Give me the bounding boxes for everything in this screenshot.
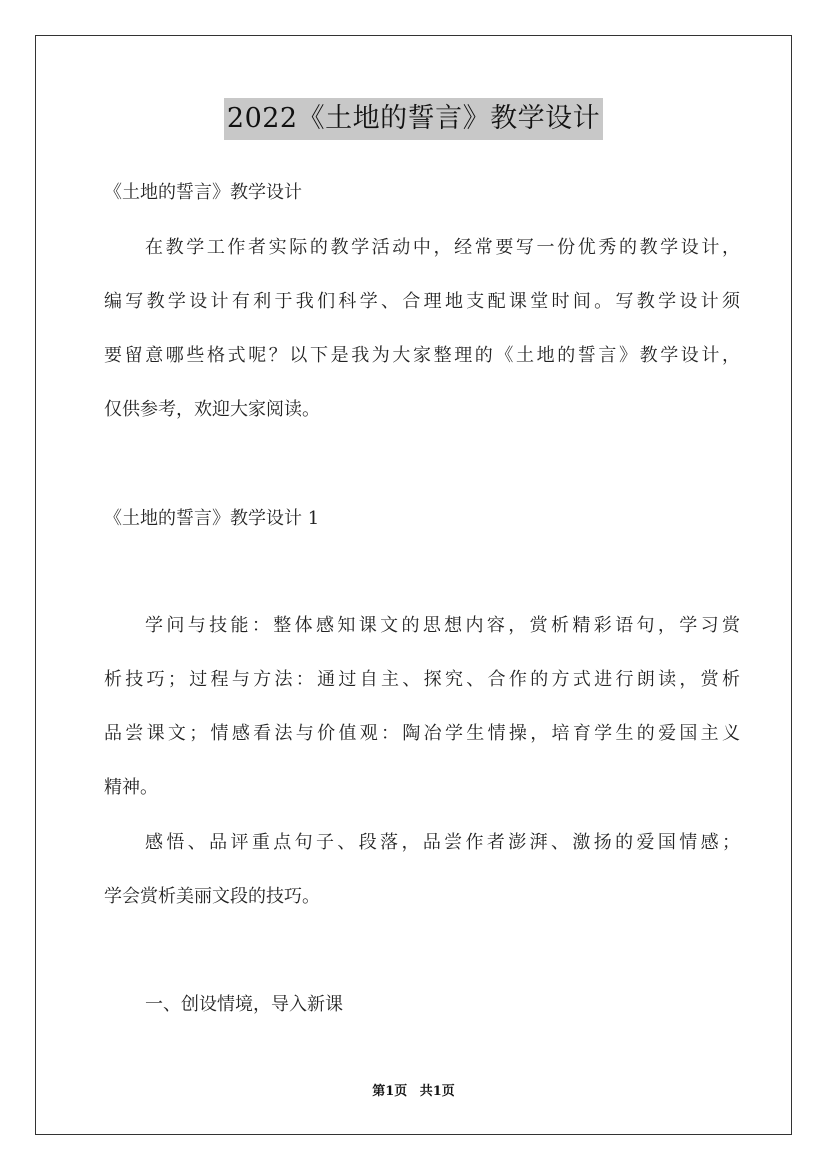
objectives-line-4: 精神。	[104, 777, 158, 798]
page-total: 共1页	[419, 1084, 455, 1099]
focus-line-2: 学会赏析美丽文段的技巧。	[104, 886, 320, 907]
intro-line-4: 仅供参考，欢迎大家阅读。	[104, 399, 320, 420]
subtitle: 《土地的誓言》教学设计	[104, 182, 302, 203]
objectives-line-2: 析技巧；过程与方法：通过自主、探究、合作的方式进行朗读，赏析	[104, 669, 740, 690]
title-container	[0, 98, 827, 140]
page-number: 第1页	[372, 1084, 408, 1099]
intro-line-1: 在教学工作者实际的教学活动中，经常要写一份优秀的教学设计，	[145, 237, 740, 258]
objectives-line-1: 学问与技能：整体感知课文的思想内容，赏析精彩语句，学习赏	[145, 615, 740, 636]
document-title: 2022《土地的誓言》教学设计	[224, 98, 603, 140]
page-footer	[0, 1083, 827, 1101]
focus-line-1: 感悟、品评重点句子、段落，品尝作者澎湃、激扬的爱国情感；	[145, 832, 740, 853]
objectives-line-3: 品尝课文；情感看法与价值观：陶冶学生情操，培育学生的爱国主义	[104, 723, 740, 744]
intro-line-3: 要留意哪些格式呢？以下是我为大家整理的《土地的誓言》教学设计，	[104, 345, 740, 366]
step-heading: 一、创设情境，导入新课	[145, 994, 343, 1015]
intro-line-2: 编写教学设计有利于我们科学、合理地支配课堂时间。写教学设计须	[104, 291, 740, 312]
section-heading: 《土地的誓言》教学设计 1	[104, 508, 320, 529]
